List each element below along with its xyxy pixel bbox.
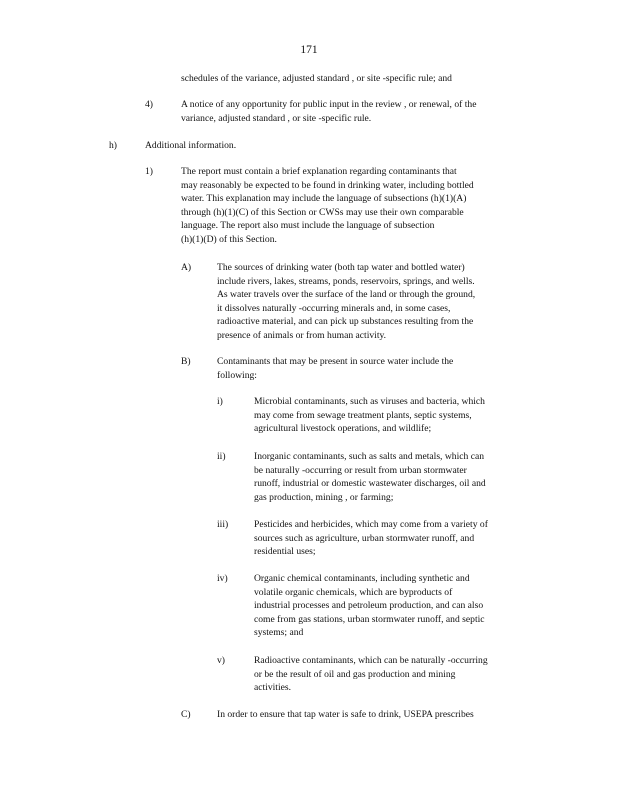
item-1-text [181,165,541,247]
item-b-label: B) [181,356,191,367]
item-1-label: 1) [145,166,153,177]
sub-item-i-text [254,395,541,436]
text-line: Organic chemical contaminants, including synthetic and [254,573,470,584]
text-line: language. The report also must include the language of subsection [181,220,435,232]
text-line: sources such as agriculture, urban stormwater runoff, and [254,532,475,544]
text-line: be naturally -occurring or result from urban stormwater [254,464,467,476]
text-line: Radioactive contaminants, which can be naturally -occurring [254,655,488,666]
sub-item-iii-label: iii) [217,519,229,530]
item-b-text [217,355,541,382]
text-line: residential uses; [254,546,316,558]
sub-item-ii-label: ii) [217,451,226,462]
text-line: (h)(1)(D) of this Section. [181,233,277,245]
sub-item-iv-label: iv) [217,573,228,584]
text-line: may reasonably be expected to be found in drinking water, including bottled [181,179,474,191]
continuation-text [181,72,541,86]
text-line: variance, adjusted standard , or site -specific rule. [181,112,372,124]
text-line: may come from sewage treatment plants, septic systems, [254,409,472,421]
text-line: Microbial contaminants, such as viruses and bacteria, which [254,396,485,407]
text-line: radioactive material, and can pick up substances resulting from the [217,316,474,328]
text-line: industrial processes and petroleum production, and can also [254,600,484,612]
text-line: runoff, industrial or domestic wastewater discharges, oil and [254,478,486,490]
text-line: presence of animals or from human activity. [217,329,387,341]
text-line: Pesticides and herbicides, which may come from a variety of [254,519,488,530]
item-a-label: A) [181,262,192,273]
sub-item-iv-text [254,572,541,640]
text-line: or be the result of oil and gas production and mining [254,668,456,680]
text-line: A notice of any opportunity for public input in the review , or renewal, of the [181,99,477,110]
text-line: Inorganic contaminants, such as salts and metals, which can [254,451,485,462]
text-line: The report must contain a brief explanation regarding contaminants that [181,166,457,177]
text-line: it dissolves naturally -occurring minerals and, in some cases, [217,302,451,314]
text-line: systems; and [254,627,304,639]
text-line: include rivers, lakes, streams, ponds, reservoirs, springs, and wells. [217,275,475,287]
sub-item-v-label: v) [217,655,225,666]
text-line: water. This explanation may include the language of subsections (h)(1)(A) [181,193,467,205]
text-line: come from gas stations, urban stormwater runoff, and septic [254,613,485,625]
item-a-text [217,261,541,343]
sub-item-v-text [254,654,541,695]
sub-item-iii-text [254,518,541,559]
text-line: agricultural livestock operations, and wildlife; [254,423,432,435]
text-line: activities. [254,682,292,694]
text-line: through (h)(1)(C) of this Section or CWSs may use their own comparable [181,206,464,218]
text-line: In order to ensure that tap water is safe to drink, USEPA prescribes [217,709,474,720]
text-line: schedules of the variance, adjusted standard , or site -specific rule; and [181,73,452,84]
item-c-text [217,708,541,722]
text-line: Contaminants that may be present in source water include the [217,356,454,367]
text-line: gas production, mining , or farming; [254,491,394,503]
sub-item-ii-text [254,450,541,504]
item-c-label: C) [181,709,191,720]
item-4-text [181,98,541,125]
text-line: The sources of drinking water (both tap water and bottled water) [217,262,465,273]
page-number: 171 [300,44,318,56]
text-line: following: [217,369,257,381]
sub-item-i-label: i) [217,396,223,407]
section-h-title: Additional information. [145,140,237,151]
text-line: As water travels over the surface of the land or through the ground, [217,289,476,301]
section-h-label: h) [109,140,117,151]
item-4-label: 4) [145,99,153,110]
text-line: volatile organic chemicals, which are byproducts of [254,586,453,598]
